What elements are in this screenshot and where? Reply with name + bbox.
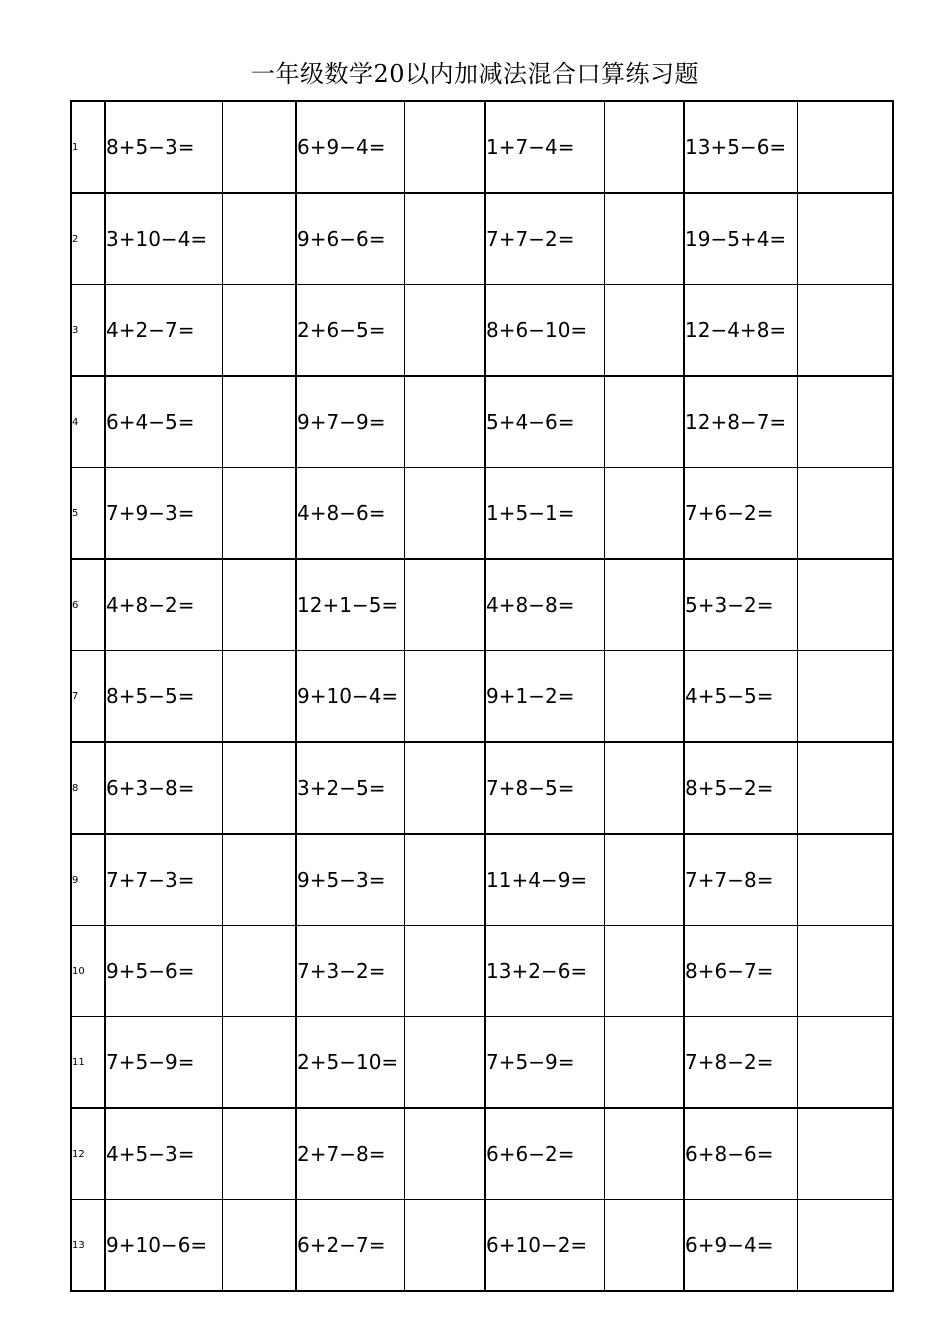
- problem-expression: 13+5−6=: [684, 101, 797, 193]
- answer-cell[interactable]: [797, 742, 893, 834]
- problem-expression: 7+8−5=: [485, 742, 604, 834]
- table-row: [71, 1017, 893, 1109]
- page-title: 一年级数学20以内加减法混合口算练习题: [250, 60, 700, 88]
- answer-cell[interactable]: [797, 1200, 893, 1292]
- answer-cell[interactable]: [222, 1108, 296, 1200]
- row-number: 11: [71, 1017, 105, 1109]
- answer-cell[interactable]: [797, 651, 893, 743]
- problem-expression: 6+10−2=: [485, 1200, 604, 1292]
- problem-expression: 4+5−5=: [684, 651, 797, 743]
- problem-expression: 3+10−4=: [105, 193, 222, 285]
- problem-expression: 4+2−7=: [105, 285, 222, 377]
- problem-expression: 9+10−4=: [296, 651, 404, 743]
- row-number: 8: [71, 742, 105, 834]
- answer-cell[interactable]: [222, 376, 296, 468]
- answer-cell[interactable]: [604, 376, 684, 468]
- problem-expression: 9+5−3=: [296, 834, 404, 926]
- answer-cell[interactable]: [797, 926, 893, 1017]
- table-row: [71, 468, 893, 560]
- answer-cell[interactable]: [404, 559, 485, 651]
- answer-cell[interactable]: [797, 1017, 893, 1109]
- problem-expression: 8+5−5=: [105, 651, 222, 743]
- answer-cell[interactable]: [604, 1017, 684, 1109]
- row-number: 1: [71, 101, 105, 193]
- answer-cell[interactable]: [404, 1017, 485, 1109]
- problem-expression: 9+5−6=: [105, 926, 222, 1017]
- problem-expression: 7+5−9=: [485, 1017, 604, 1109]
- problem-expression: 6+2−7=: [296, 1200, 404, 1292]
- answer-cell[interactable]: [404, 1200, 485, 1292]
- row-number: 13: [71, 1200, 105, 1292]
- table-row: [71, 1200, 893, 1292]
- row-number: 6: [71, 559, 105, 651]
- problem-expression: 3+2−5=: [296, 742, 404, 834]
- table-row: [71, 193, 893, 285]
- answer-cell[interactable]: [222, 285, 296, 377]
- answer-cell[interactable]: [222, 1017, 296, 1109]
- answer-cell[interactable]: [404, 468, 485, 560]
- answer-cell[interactable]: [797, 834, 893, 926]
- worksheet-table: [70, 100, 894, 1292]
- problem-expression: 7+7−2=: [485, 193, 604, 285]
- answer-cell[interactable]: [222, 651, 296, 743]
- problem-expression: 12+1−5=: [296, 559, 404, 651]
- row-number: 7: [71, 651, 105, 743]
- answer-cell[interactable]: [404, 193, 485, 285]
- answer-cell[interactable]: [222, 1200, 296, 1292]
- problem-expression: 7+3−2=: [296, 926, 404, 1017]
- row-number: 3: [71, 285, 105, 377]
- problem-expression: 7+6−2=: [684, 468, 797, 560]
- answer-cell[interactable]: [604, 1200, 684, 1292]
- answer-cell[interactable]: [604, 926, 684, 1017]
- worksheet-body: [71, 101, 893, 1291]
- problem-expression: 12+8−7=: [684, 376, 797, 468]
- table-row: [71, 651, 893, 743]
- answer-cell[interactable]: [604, 193, 684, 285]
- row-number: 10: [71, 926, 105, 1017]
- problem-expression: 9+10−6=: [105, 1200, 222, 1292]
- problem-expression: 6+4−5=: [105, 376, 222, 468]
- answer-cell[interactable]: [797, 376, 893, 468]
- answer-cell[interactable]: [604, 651, 684, 743]
- answer-cell[interactable]: [404, 285, 485, 377]
- problem-expression: 19−5+4=: [684, 193, 797, 285]
- answer-cell[interactable]: [222, 468, 296, 560]
- answer-cell[interactable]: [604, 285, 684, 377]
- answer-cell[interactable]: [404, 742, 485, 834]
- row-number: 4: [71, 376, 105, 468]
- answer-cell[interactable]: [797, 101, 893, 193]
- answer-cell[interactable]: [797, 559, 893, 651]
- table-row: [71, 1108, 893, 1200]
- problem-expression: 7+8−2=: [684, 1017, 797, 1109]
- problem-expression: 12−4+8=: [684, 285, 797, 377]
- problem-expression: 1+7−4=: [485, 101, 604, 193]
- table-row: [71, 742, 893, 834]
- problem-expression: 6+8−6=: [684, 1108, 797, 1200]
- problem-expression: 7+9−3=: [105, 468, 222, 560]
- problem-expression: 6+9−4=: [296, 101, 404, 193]
- problem-expression: 7+7−3=: [105, 834, 222, 926]
- answer-cell[interactable]: [604, 468, 684, 560]
- answer-cell[interactable]: [222, 834, 296, 926]
- answer-cell[interactable]: [404, 376, 485, 468]
- problem-expression: 13+2−6=: [485, 926, 604, 1017]
- problem-expression: 2+6−5=: [296, 285, 404, 377]
- table-row: [71, 285, 893, 377]
- answer-cell[interactable]: [604, 834, 684, 926]
- problem-expression: 9+1−2=: [485, 651, 604, 743]
- problem-expression: 4+8−2=: [105, 559, 222, 651]
- problem-expression: 6+9−4=: [684, 1200, 797, 1292]
- problem-expression: 2+7−8=: [296, 1108, 404, 1200]
- problem-expression: 5+3−2=: [684, 559, 797, 651]
- answer-cell[interactable]: [404, 926, 485, 1017]
- problem-expression: 4+8−6=: [296, 468, 404, 560]
- answer-cell[interactable]: [222, 926, 296, 1017]
- answer-cell[interactable]: [404, 1108, 485, 1200]
- row-number: 5: [71, 468, 105, 560]
- problem-expression: 4+8−8=: [485, 559, 604, 651]
- problem-expression: 7+7−8=: [684, 834, 797, 926]
- problem-expression: 11+4−9=: [485, 834, 604, 926]
- answer-cell[interactable]: [604, 1108, 684, 1200]
- problem-expression: 8+5−3=: [105, 101, 222, 193]
- row-number: 12: [71, 1108, 105, 1200]
- answer-cell[interactable]: [404, 101, 485, 193]
- problem-expression: 9+6−6=: [296, 193, 404, 285]
- answer-cell[interactable]: [222, 193, 296, 285]
- problem-expression: 8+6−7=: [684, 926, 797, 1017]
- row-number: 2: [71, 193, 105, 285]
- answer-cell[interactable]: [604, 742, 684, 834]
- problem-expression: 1+5−1=: [485, 468, 604, 560]
- answer-cell[interactable]: [797, 1108, 893, 1200]
- answer-cell[interactable]: [222, 742, 296, 834]
- answer-cell[interactable]: [797, 193, 893, 285]
- row-number: 9: [71, 834, 105, 926]
- table-row: [71, 834, 893, 926]
- answer-cell[interactable]: [604, 101, 684, 193]
- problem-expression: 6+6−2=: [485, 1108, 604, 1200]
- answer-cell[interactable]: [797, 285, 893, 377]
- answer-cell[interactable]: [797, 468, 893, 560]
- problem-expression: 4+5−3=: [105, 1108, 222, 1200]
- table-row: [71, 101, 893, 193]
- answer-cell[interactable]: [604, 559, 684, 651]
- problem-expression: 6+3−8=: [105, 742, 222, 834]
- table-row: [71, 926, 893, 1017]
- table-row: [71, 559, 893, 651]
- answer-cell[interactable]: [404, 651, 485, 743]
- problem-expression: 5+4−6=: [485, 376, 604, 468]
- answer-cell[interactable]: [222, 101, 296, 193]
- problem-expression: 8+6−10=: [485, 285, 604, 377]
- answer-cell[interactable]: [222, 559, 296, 651]
- problem-expression: 9+7−9=: [296, 376, 404, 468]
- problem-expression: 8+5−2=: [684, 742, 797, 834]
- problem-expression: 2+5−10=: [296, 1017, 404, 1109]
- answer-cell[interactable]: [404, 834, 485, 926]
- problem-expression: 7+5−9=: [105, 1017, 222, 1109]
- table-row: [71, 376, 893, 468]
